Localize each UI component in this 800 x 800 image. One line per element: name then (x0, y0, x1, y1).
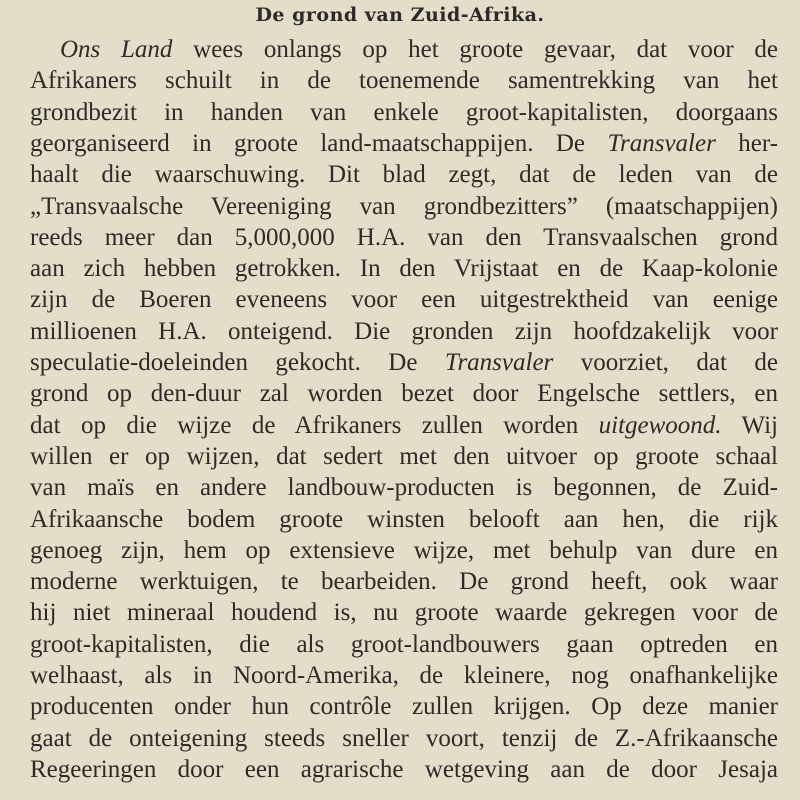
text-line (30, 662, 778, 690)
text-line (30, 725, 778, 753)
italic-text-segment: Transvaler (607, 129, 716, 157)
text-segment: wees onlangs op het groote gevaar, dat voor de (172, 36, 778, 63)
text-line (30, 255, 778, 283)
text-segment: producenten onder hun contrôle zullen krijgen. Op deze manier (30, 693, 778, 721)
text-segment: dat op die wijze de Afrikaners zullen worden (30, 411, 599, 439)
text-segment: reeds meer dan 5,000,000 H.A. van den Transvaalschen grond (30, 223, 778, 251)
italic-text-segment: uitgewoond. (598, 411, 722, 439)
text-segment: Afrikaners schuilt in de toenemende samentrekking van het (30, 67, 778, 95)
text-segment: genoeg zijn, hem op extensieve wijze, met behulp van dure en (30, 536, 778, 564)
text-line (30, 224, 778, 252)
text-line (30, 568, 778, 596)
text-line (30, 631, 778, 659)
text-line (30, 99, 778, 127)
text-line (30, 349, 778, 377)
text-line (30, 286, 778, 314)
text-line (30, 130, 778, 158)
text-line (30, 537, 778, 565)
text-segment: welhaast, als in Noord-Amerika, de kleinere, nog onafhankelijke (30, 662, 778, 689)
text-segment: grondbezit in handen van enkele groot-kapitalisten, doorgaans (30, 98, 778, 126)
italic-text-segment: Ons Land (60, 36, 173, 63)
text-segment: moderne werktuigen, te bearbeiden. De grond heeft, ook waar (30, 568, 778, 596)
text-line (30, 599, 778, 627)
text-line (30, 693, 778, 721)
text-segment: gaat de onteigening steeds sneller voort, tenzij de Z.-Afrikaansche (30, 724, 778, 752)
text-segment: groot-kapitalisten, die als groot-landbouwers gaan optreden en (30, 630, 778, 658)
italic-text-segment: Transvaler (444, 349, 554, 376)
text-segment: van maïs en andere landbouw-producten is begonnen, de Zuid- (30, 474, 778, 502)
text-segment: voorziet, dat de (553, 349, 778, 376)
text-segment: her- (715, 129, 778, 157)
text-segment: haalt die waarschuwing. Dit blad zegt, dat de leden van de (30, 161, 778, 189)
text-line (30, 380, 778, 408)
text-segment: millioenen H.A. onteigend. Die gronden zijn hoofdzakelijk voor (30, 317, 778, 345)
text-segment: willen er op wijzen, dat sedert met den uitvoer op groote schaal (30, 442, 778, 470)
text-line (30, 412, 778, 440)
text-segment: speculatie-doeleinden gekocht. De (30, 349, 445, 376)
text-line (30, 474, 778, 502)
text-segment: Wij (721, 411, 778, 439)
text-line (30, 756, 778, 784)
text-line (30, 318, 778, 346)
text-line (30, 443, 778, 471)
text-segment: zijn de Boeren eveneens voor een uitgestrektheid van eenige (30, 286, 778, 314)
text-line (30, 67, 778, 95)
text-line (30, 193, 778, 221)
text-segment: aan zich hebben getrokken. In den Vrijstaat en de Kaap-kolonie (30, 255, 778, 283)
text-segment: Regeeringen door een agrarische wetgeving aan de door Jesaja (30, 755, 778, 783)
text-segment: Afrikaansche bodem groote winsten belooft aan hen, die rijk (30, 505, 778, 533)
text-line (30, 161, 778, 189)
text-line (30, 506, 778, 534)
text-segment: georganiseerd in groote land-maatschappijen. De (30, 129, 608, 157)
text-line (60, 36, 778, 64)
article-title: De grond van Zuid-Afrika. (255, 4, 545, 26)
text-segment: hij niet mineraal houdend is, nu groote waarde gekregen voor de (30, 599, 778, 627)
text-segment: grond op den-duur zal worden bezet door Engelsche settlers, en (30, 380, 778, 408)
text-segment: „Transvaalsche Vereeniging van grondbezitters” (maatschappijen) (30, 192, 778, 220)
